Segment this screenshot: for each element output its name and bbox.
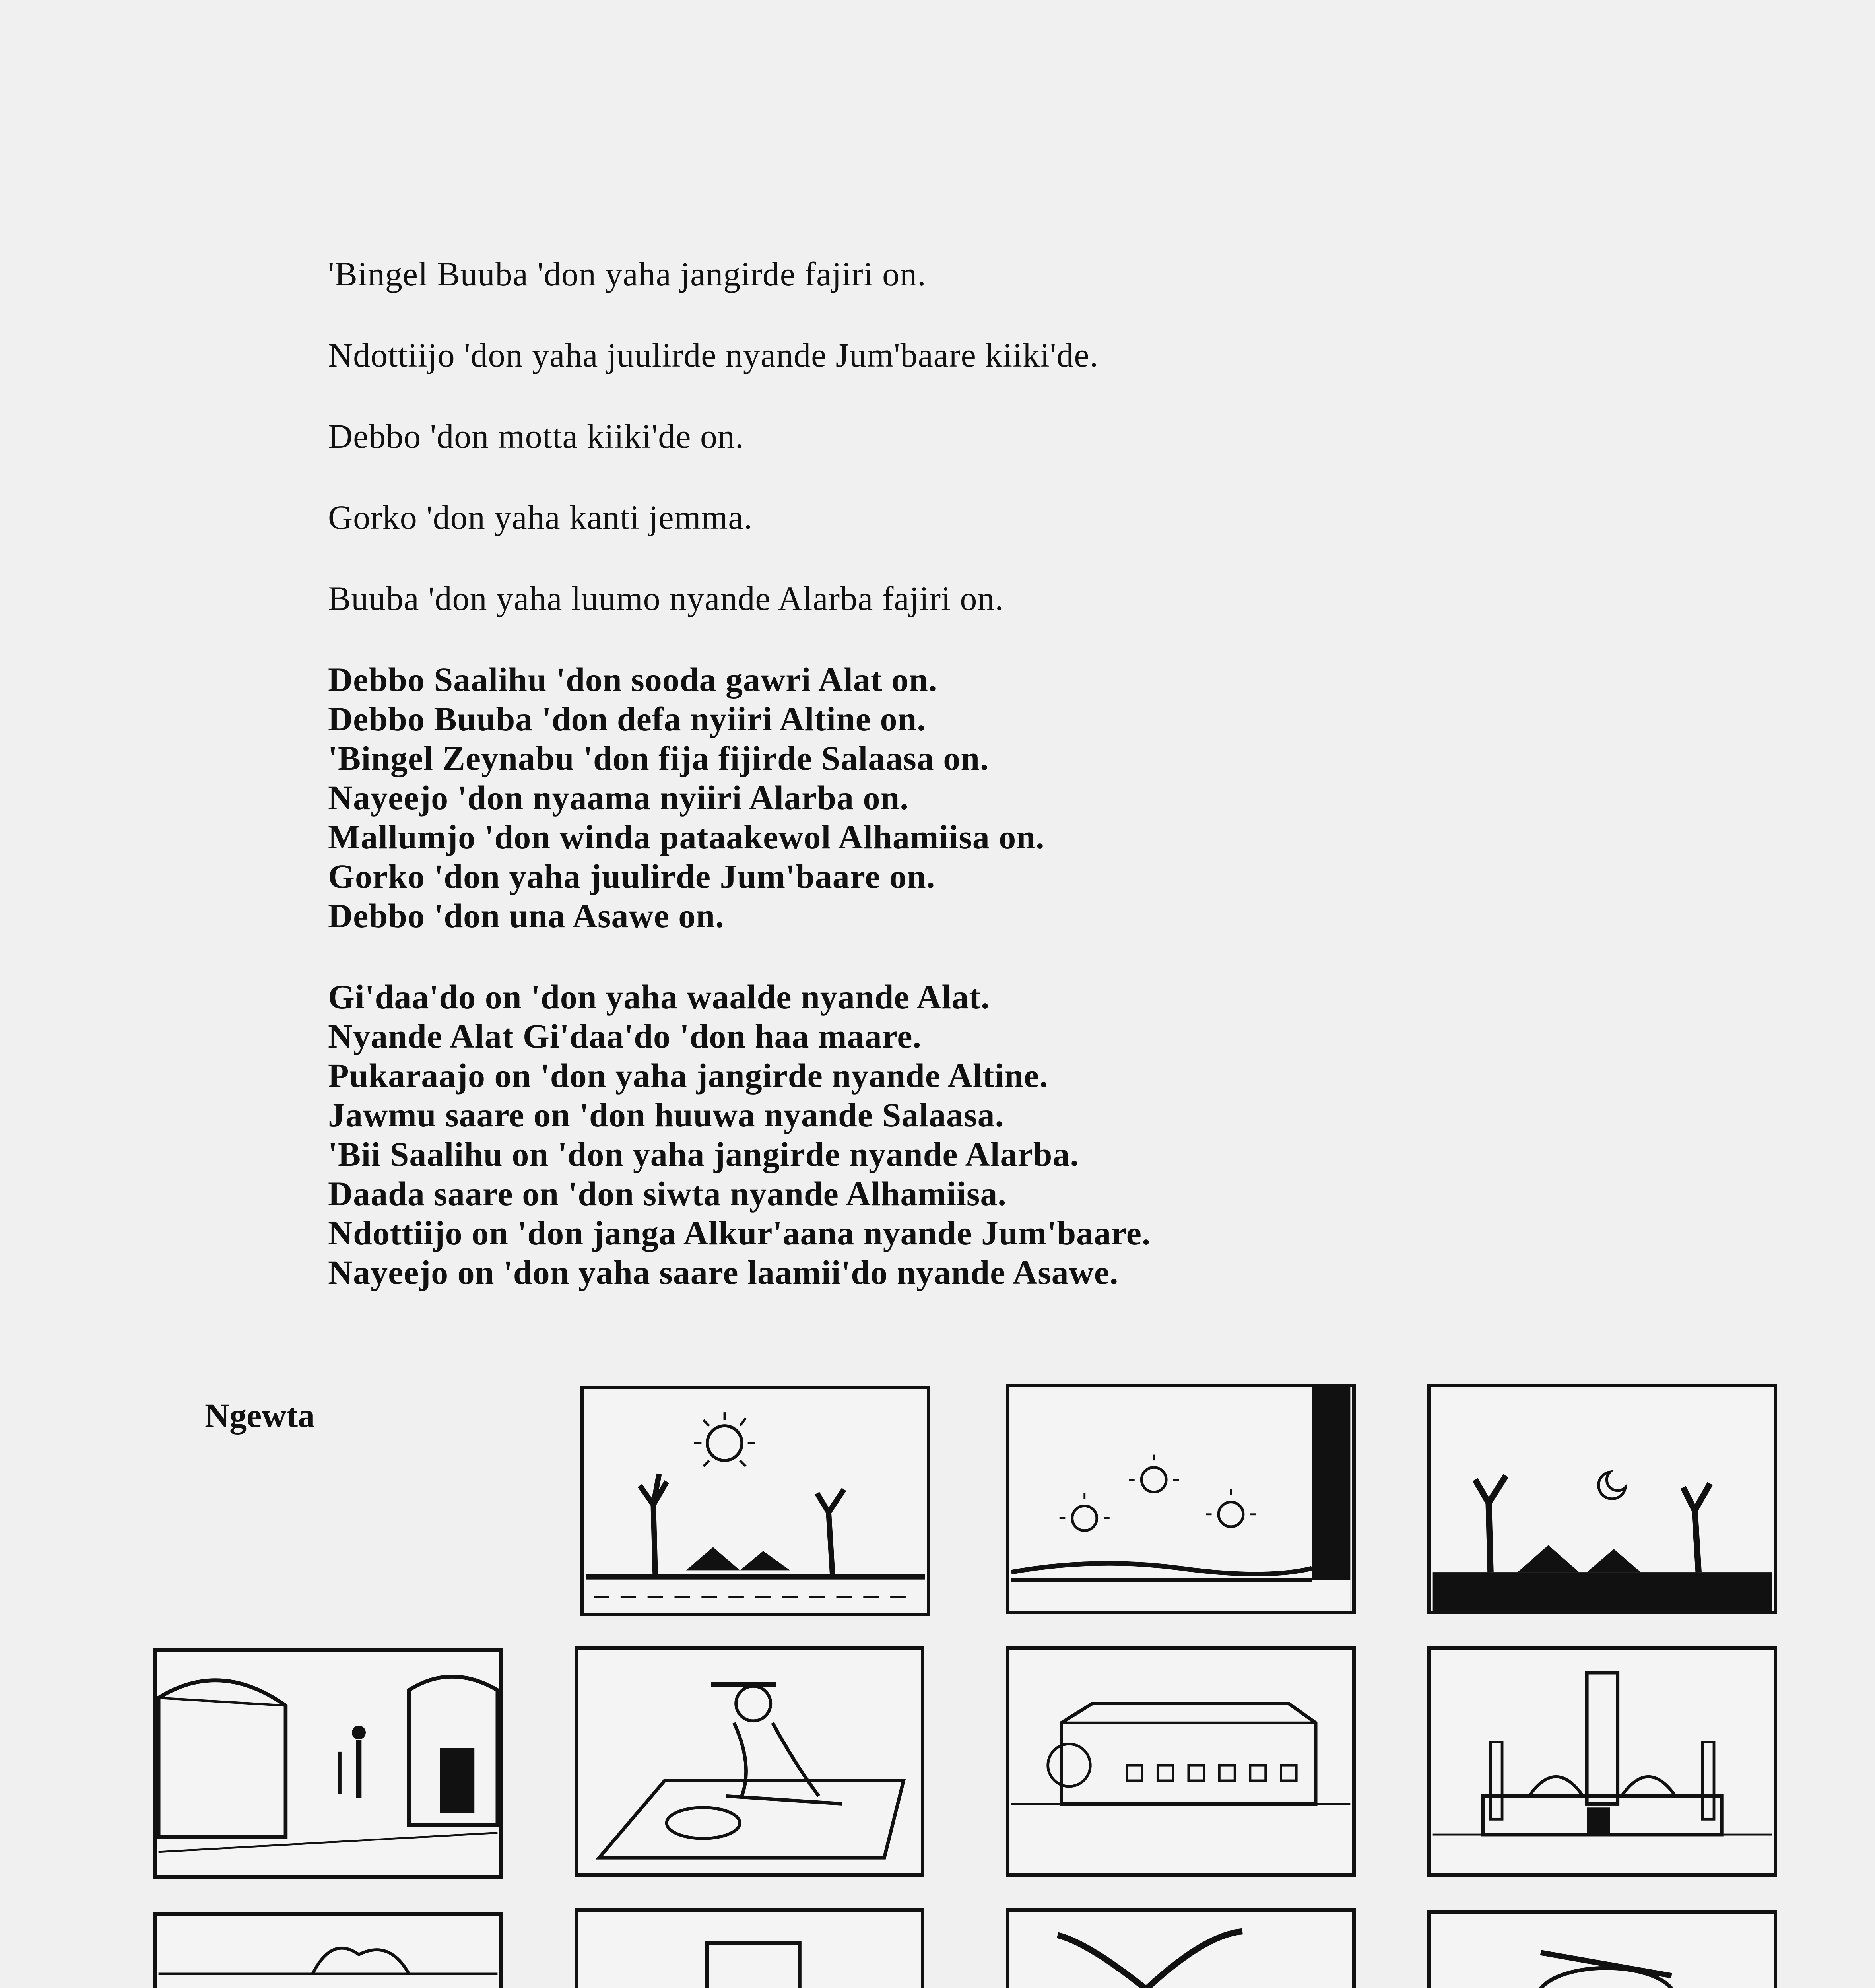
school-building-icon <box>1009 1650 1352 1873</box>
sentence-group-5 <box>328 579 1640 618</box>
sentence: Ndottiijo on 'don janga Alkur'aana nyande Jum'baare. <box>328 1214 1151 1252</box>
sentence: Gorko 'don yaha juulirde Jum'baare on. <box>328 857 936 895</box>
sentence: Nyande Alat Gi'daa'do 'don haa maare. <box>328 1017 922 1055</box>
sentence: Debbo 'don motta kiiki'de on. <box>328 417 744 455</box>
gate-building-illustration <box>575 1908 924 1988</box>
sentence: Pukaraajo on 'don yaha jangirde nyande Altine. <box>328 1056 1048 1095</box>
three-suns-illustration <box>1006 1384 1356 1614</box>
night-village-illustration <box>1427 1384 1777 1614</box>
sentence-group-4 <box>328 498 1640 537</box>
sentence: 'Bingel Zeynabu 'don fija fijirde Salaasa on. <box>328 739 989 777</box>
sentence-group-7 <box>328 977 1640 1292</box>
sentence: Buuba 'don yaha luumo nyande Alarba fajiri on. <box>328 579 1004 617</box>
sentence: Ndottiijo 'don yaha juulirde nyande Jum'baare kiiki'de. <box>328 336 1099 374</box>
sentence: Mallumjo 'don winda pataakewol Alhamiisa on. <box>328 818 1045 856</box>
sentence-group-6 <box>328 660 1640 936</box>
river-illustration <box>153 1912 503 1988</box>
caption-ngewta: Ngewta <box>205 1396 315 1435</box>
sentence: 'Bii Saalihu on 'don yaha jangirde nyande Alarba. <box>328 1135 1079 1173</box>
sentence: Daada saare on 'don siwta nyande Alhamiisa. <box>328 1175 1007 1213</box>
tree-landscape-illustration <box>1006 1908 1356 1988</box>
grinding-stone-icon <box>1431 1914 1774 1988</box>
gate-building-icon <box>578 1912 921 1988</box>
night-village-icon <box>1431 1387 1774 1611</box>
sentence: Gi'daa'do on 'don yaha waalde nyande Alat. <box>328 978 990 1016</box>
mosque-illustration <box>1427 1646 1777 1877</box>
morning-village-icon <box>584 1389 927 1613</box>
village-huts-icon <box>157 1652 499 1875</box>
sentence: Debbo 'don una Asawe on. <box>328 897 724 935</box>
village-huts-illustration <box>153 1648 503 1879</box>
sentence: Debbo Saalihu 'don sooda gawri Alat on. <box>328 660 938 699</box>
man-on-mat-icon <box>578 1650 921 1873</box>
sentence-group-1 <box>328 254 1640 294</box>
three-suns-icon <box>1009 1387 1352 1611</box>
tree-landscape-icon <box>1009 1912 1352 1988</box>
sentence: Nayeejo on 'don yaha saare laamii'do nyande Asawe. <box>328 1253 1119 1291</box>
sentence: Nayeejo 'don nyaama nyiiri Alarba on. <box>328 779 909 817</box>
sentence-group-2 <box>328 336 1640 375</box>
morning-village-illustration <box>580 1386 930 1616</box>
river-icon <box>157 1916 499 1988</box>
sentence: Jawmu saare on 'don huuwa nyande Salaasa. <box>328 1096 1004 1134</box>
sentence-group-3 <box>328 417 1640 456</box>
sentence: Debbo Buuba 'don defa nyiiri Altine on. <box>328 700 926 738</box>
text-block <box>328 254 1640 1334</box>
sentence: Gorko 'don yaha kanti jemma. <box>328 498 753 536</box>
sentence: 'Bingel Buuba 'don yaha jangirde fajiri on. <box>328 255 926 293</box>
mosque-icon <box>1431 1650 1774 1873</box>
man-on-mat-illustration <box>575 1646 924 1877</box>
grinding-stone-illustration <box>1427 1910 1777 1988</box>
school-building-illustration <box>1006 1646 1356 1877</box>
